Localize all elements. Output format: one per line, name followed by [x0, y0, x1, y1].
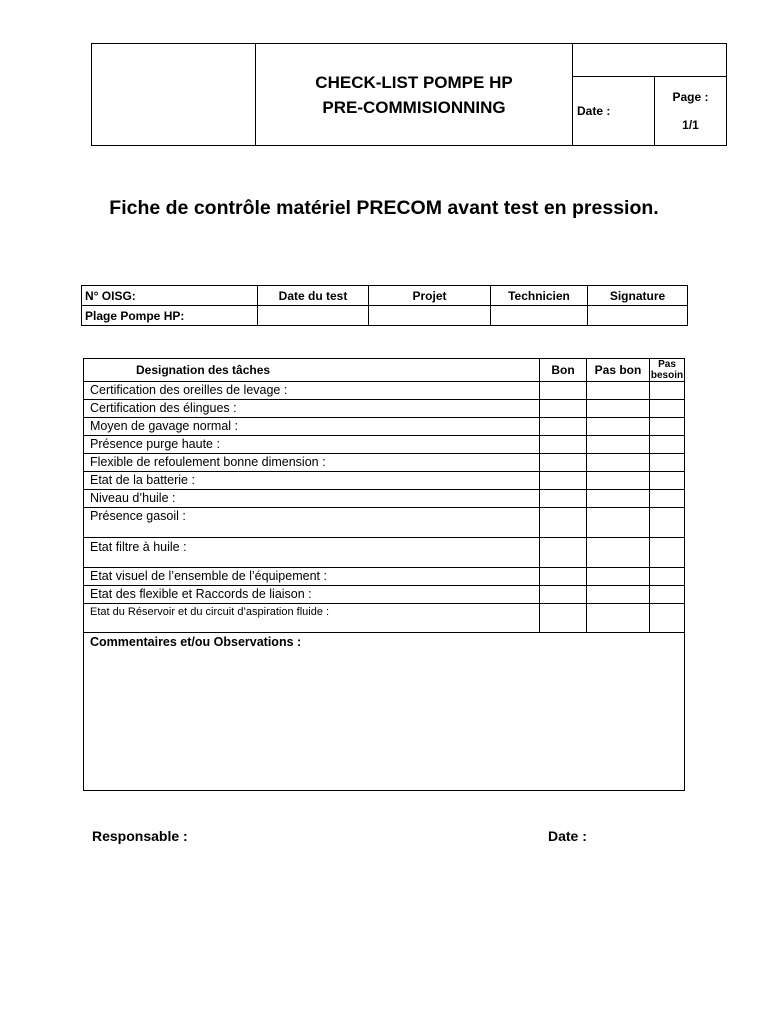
footer-date-label: Date :	[548, 828, 587, 844]
table-row	[84, 604, 685, 633]
table-row	[84, 490, 685, 508]
table-row	[84, 586, 685, 604]
comments-label: Commentaires et/ou Observations :	[90, 635, 302, 649]
pas-bon-checkbox[interactable]	[587, 436, 650, 454]
plage-pompe-label: Plage Pompe HP:	[82, 306, 258, 326]
bon-checkbox[interactable]	[540, 454, 587, 472]
task-label: Etat des flexible et Raccords de liaison :	[84, 586, 540, 604]
task-label: Présence gasoil :	[84, 508, 540, 538]
task-label: Certification des oreilles de levage :	[84, 382, 540, 400]
pas-bon-checkbox[interactable]	[587, 490, 650, 508]
header-date-label: Date :	[577, 104, 611, 118]
document-title-line2: PRE-COMMISIONNING	[322, 97, 506, 117]
table-row	[84, 400, 685, 418]
task-label: Etat filtre à huile :	[84, 538, 540, 568]
header-date-cell	[573, 77, 655, 146]
pas-besoin-header: Pas besoin	[650, 359, 684, 381]
task-table	[83, 358, 685, 791]
signature-header: Signature	[588, 286, 688, 306]
pas-besoin-checkbox[interactable]	[650, 586, 685, 604]
pas-bon-checkbox[interactable]	[587, 454, 650, 472]
logo-cell	[92, 44, 256, 146]
task-label: Etat du Réservoir et du circuit d’aspiration fluide :	[84, 604, 540, 633]
task-label: Flexible de refoulement bonne dimension :	[84, 454, 540, 472]
pas-besoin-checkbox[interactable]	[650, 472, 685, 490]
pas-besoin-checkbox[interactable]	[650, 400, 685, 418]
oisg-label: N° OISG:	[82, 286, 258, 306]
bon-checkbox[interactable]	[540, 418, 587, 436]
pas-bon-checkbox[interactable]	[587, 586, 650, 604]
pas-bon-checkbox[interactable]	[587, 604, 650, 633]
signature-field[interactable]	[588, 306, 688, 326]
pas-besoin-checkbox[interactable]	[650, 490, 685, 508]
bon-checkbox[interactable]	[540, 604, 587, 633]
projet-field[interactable]	[369, 306, 491, 326]
table-row	[84, 454, 685, 472]
pas-besoin-checkbox[interactable]	[650, 436, 685, 454]
date-test-field[interactable]	[258, 306, 369, 326]
date-test-header: Date du test	[258, 286, 369, 306]
pas-besoin-checkbox[interactable]	[650, 538, 685, 568]
header-table	[91, 43, 727, 146]
bon-checkbox[interactable]	[540, 472, 587, 490]
pas-besoin-checkbox[interactable]	[650, 568, 685, 586]
task-label: Etat de la batterie :	[84, 472, 540, 490]
task-label: Etat visuel de l’ensemble de l’équipement :	[84, 568, 540, 586]
comments-row	[84, 633, 685, 791]
bon-checkbox[interactable]	[540, 436, 587, 454]
table-row	[84, 508, 685, 538]
table-row	[84, 382, 685, 400]
pas-besoin-checkbox[interactable]	[650, 454, 685, 472]
document-title-line1: CHECK-LIST POMPE HP	[315, 72, 513, 92]
table-row	[84, 568, 685, 586]
title-cell	[256, 44, 573, 146]
projet-header: Projet	[369, 286, 491, 306]
pas-bon-checkbox[interactable]	[587, 472, 650, 490]
pas-bon-checkbox[interactable]	[587, 538, 650, 568]
table-row	[84, 436, 685, 454]
bon-checkbox[interactable]	[540, 538, 587, 568]
designation-header: Designation des tâches	[84, 359, 540, 382]
pas-bon-checkbox[interactable]	[587, 382, 650, 400]
bon-checkbox[interactable]	[540, 382, 587, 400]
technicien-field[interactable]	[491, 306, 588, 326]
table-row	[84, 538, 685, 568]
pas-besoin-checkbox[interactable]	[650, 508, 685, 538]
pas-besoin-checkbox[interactable]	[650, 604, 685, 633]
pas-bon-checkbox[interactable]	[587, 418, 650, 436]
task-label: Niveau d’huile :	[84, 490, 540, 508]
pas-bon-checkbox[interactable]	[587, 508, 650, 538]
bon-checkbox[interactable]	[540, 508, 587, 538]
bon-checkbox[interactable]	[540, 400, 587, 418]
header-top-right-cell	[573, 44, 727, 77]
task-label: Présence purge haute :	[84, 436, 540, 454]
table-row	[84, 472, 685, 490]
pas-besoin-checkbox[interactable]	[650, 418, 685, 436]
pas-bon-header: Pas bon	[587, 359, 650, 382]
technicien-header: Technicien	[491, 286, 588, 306]
responsable-label: Responsable :	[92, 828, 188, 844]
comments-area[interactable]	[84, 633, 685, 791]
pas-bon-checkbox[interactable]	[587, 568, 650, 586]
header-page-cell	[655, 77, 727, 146]
task-label: Moyen de gavage normal :	[84, 418, 540, 436]
bon-checkbox[interactable]	[540, 490, 587, 508]
form-subtitle: Fiche de contrôle matériel PRECOM avant test en pression.	[109, 197, 659, 219]
bon-checkbox[interactable]	[540, 586, 587, 604]
bon-checkbox[interactable]	[540, 568, 587, 586]
table-row	[84, 418, 685, 436]
task-label: Certification des élingues :	[84, 400, 540, 418]
page-number: 1/1	[682, 118, 699, 132]
bon-header: Bon	[540, 359, 587, 382]
page-label: Page :	[672, 90, 709, 104]
info-table	[81, 285, 688, 326]
pas-bon-checkbox[interactable]	[587, 400, 650, 418]
pas-besoin-checkbox[interactable]	[650, 382, 685, 400]
